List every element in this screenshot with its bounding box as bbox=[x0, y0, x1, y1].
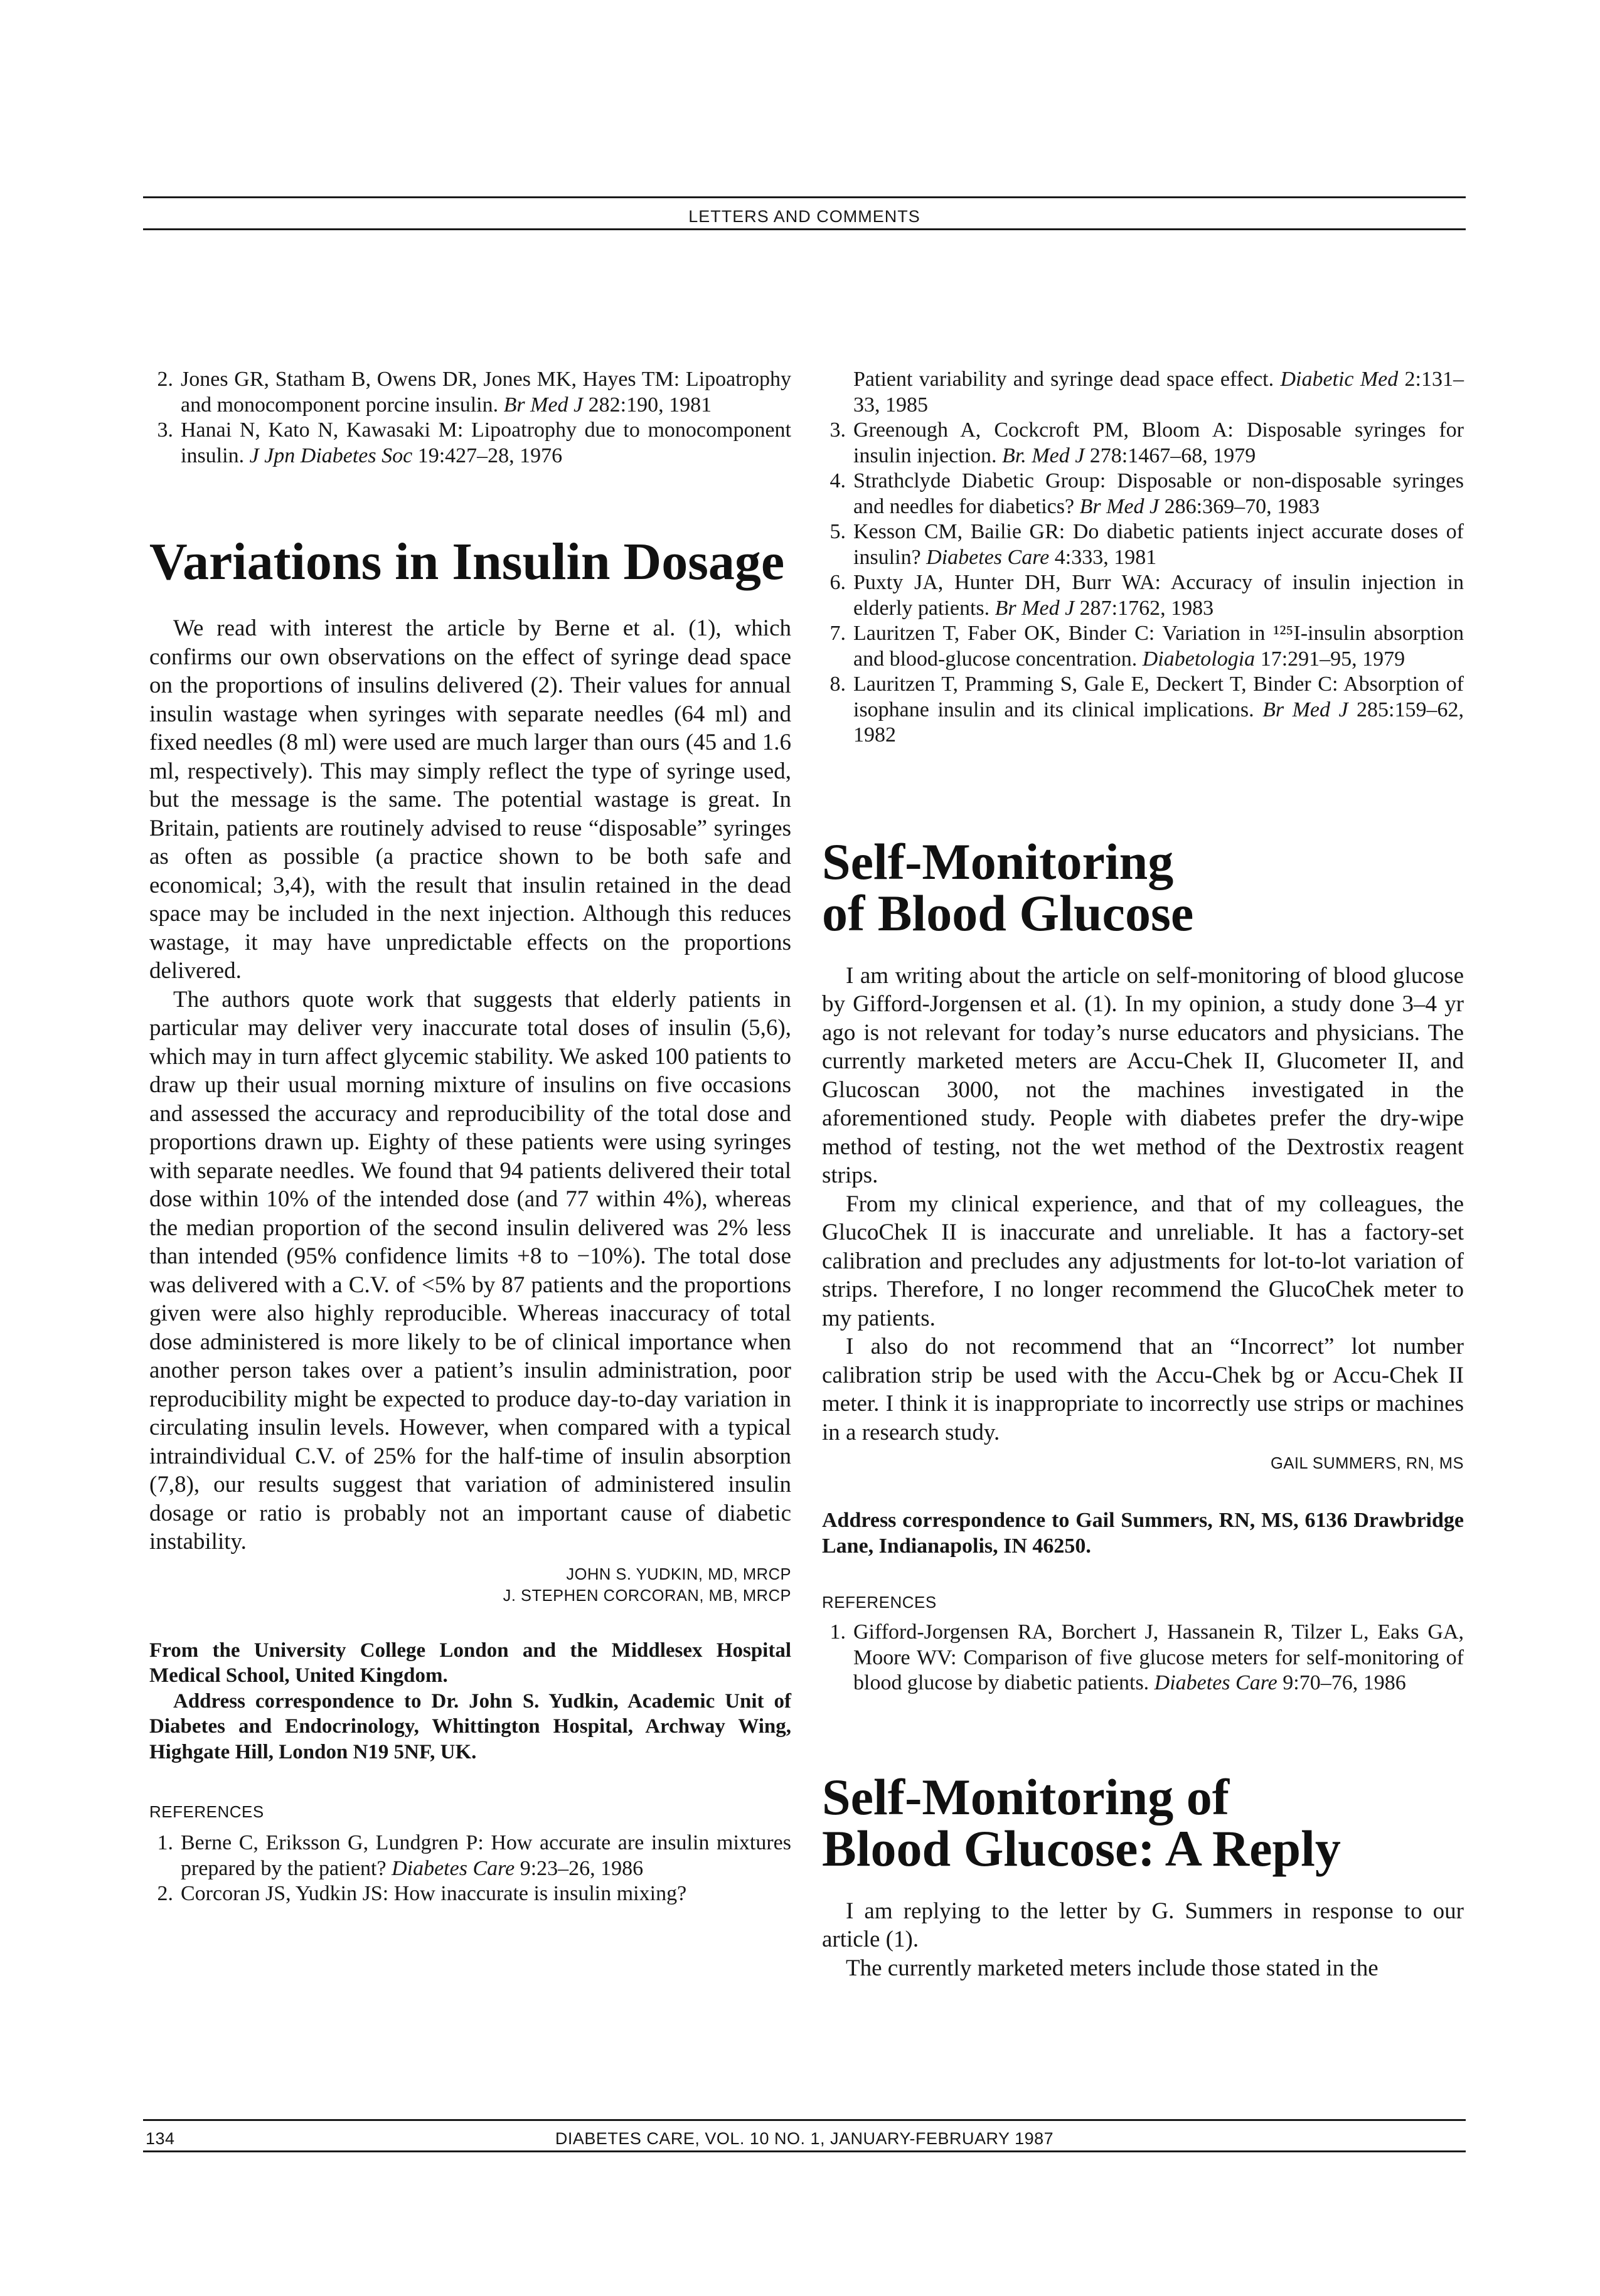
article-body bbox=[149, 614, 791, 1556]
body-paragraph: The currently marketed meters include those stated in the bbox=[846, 1955, 1379, 1981]
article-title: Variations in Insulin Dosage bbox=[149, 533, 785, 591]
author-signature: GAIL SUMMERS, RN, MS bbox=[1270, 1455, 1464, 1472]
article-title: Self-Monitoring of Blood Glucose bbox=[822, 832, 1194, 942]
header-rule-top bbox=[143, 196, 1466, 198]
body-paragraph: I am writing about the article on self-monitoring of blood glucose by Gifford-Jorgensen et al. (1). In my opinion, a study done 3–4 yr ago is not relevant for today’s nurse educators and physicians. The currently marketed meters are Accu-Chek II, Glucometer II, and Glucoscan 3000, not the machines investigated in the aforementioned study. People with diabetes prefer the dry-wipe method of testing, not the wet method of the Dextrostix reagent strips. bbox=[822, 962, 1464, 1188]
reference-item: 1. Gifford-Jorgensen RA, Borchert J, Hassanein R, Tilzer L, Eaks GA, Moore WV: Comparison of five glucose meters for self-monitoring of blood glucose by diabetic patients. Diabetes Care 9:70–76, 1986 bbox=[829, 1620, 1464, 1694]
footer-rule-bottom bbox=[143, 2150, 1466, 2152]
references-list bbox=[149, 1831, 791, 1906]
reference-item: 8. Lauritzen T, Pramming S, Gale E, Deckert T, Binder C: Absorption of isophane insulin and its clinical implications. Br Med J 285:159–62, 1982 bbox=[829, 672, 1464, 747]
footer-rule-top bbox=[143, 2119, 1466, 2121]
affiliation: From the University College London and the Middlesex Hospital Medical School, United Kingdom. bbox=[149, 1639, 791, 1687]
body-paragraph: From my clinical experience, and that of my colleagues, the GlucoChek II is inaccurate and unreliable. It has a factory-set calibration and precludes any adjustments for lot-to-lot variation of strips. Therefore, I no longer recommend the GlucoChek meter to my patients. bbox=[822, 1191, 1464, 1331]
reference-item: 1. Berne C, Eriksson G, Lundgren P: How accurate are insulin mixtures prepared by the patient? Diabetes Care 9:23–26, 1986 bbox=[157, 1831, 791, 1880]
references-heading: REFERENCES bbox=[149, 1802, 264, 1821]
body-paragraph: We read with interest the article by Berne et al. (1), which confirms our own observations on the effect of syringe dead space on the proportions of insulins delivered (2). Their values for annual insulin wastage when syringes with separate needles (64 ml) and fixed needles (8 ml) were used are much larger than ours (45 and 1.6 ml, respectively). This may simply reflect the type of syringe used, but the message is the same. The potential wastage is great. In Britain, patients are routinely advised to reuse “disposable” syringes as often as possible (a practice shown to be both safe and economical; 3,4), with the result that insulin retained in the dead space may be included in the next injection. Although this reduces wastage, it may have unpredictable effects on the proportions delivered. bbox=[149, 615, 791, 984]
journal-citation: DIABETES CARE, VOL. 10 NO. 1, JANUARY-FEBRUARY 1987 bbox=[555, 2129, 1054, 2148]
body-paragraph: The authors quote work that suggests that elderly patients in particular may deliver very inaccurate total doses of insulin (5,6), which may in turn affect glycemic stability. We asked 100 patients to draw up their usual morning mixture of insulins on five occasions and assessed the accuracy and reproducibility of the total dose and proportions drawn up. Eighty of these patients were using syringes with separate needles. We found that 94 patients delivered their total dose within 10% of the intended dose (and 77 within 4%), whereas the median proportion of the second insulin delivered was 2% less than intended (95% confidence limits +8 to −10%). The total dose was delivered with a C.V. of <5% by 87 patients and the proportions given were also highly reproducible. Whereas inaccuracy of total dose administered is more likely to be of clinical importance when another person takes over a patient’s insulin administration, poor reproducibility might be expected to produce day-to-day variation in circulating insulin levels. However, when compared with a typical intraindividual C.V. of 25% for the half-time of insulin absorption (7,8), our results suggest that variation of administered insulin dosage or ratio is probably not an important cause of diabetic instability. bbox=[149, 986, 791, 1555]
reference-item: 2. Jones GR, Statham B, Owens DR, Jones MK, Hayes TM: Lipoatrophy and monocomponent porcine insulin. Br Med J 282:190, 1981 bbox=[157, 368, 791, 417]
article-title: Self-Monitoring of Blood Glucose: A Reply bbox=[822, 1768, 1341, 1877]
article-body bbox=[822, 1897, 1464, 1983]
reference-item: 2. Corcoran JS, Yudkin JS: How inaccurate is insulin mixing? bbox=[157, 1882, 687, 1905]
left-column bbox=[149, 367, 791, 1906]
references-list bbox=[822, 1620, 1464, 1696]
reference-item: 4. Strathclyde Diabetic Group: Disposable or non-disposable syringes and needles for diabetics? Br Med J 286:369–70, 1983 bbox=[829, 469, 1464, 518]
correspondence-address: Address correspondence to Dr. John S. Yudkin, Academic Unit of Diabetes and Endocrinology, Whittington Hospital, Archway Wing, Highgate Hill, London N19 5NF, UK. bbox=[149, 1689, 791, 1763]
reference-item: 7. Lauritzen T, Faber OK, Binder C: Variation in ¹²⁵I-insulin absorption and blood-glucose concentration. Diabetologia 17:291–95, 1979 bbox=[829, 622, 1464, 671]
prior-references bbox=[149, 367, 791, 469]
author-signature: J. STEPHEN CORCORAN, MB, MRCP bbox=[503, 1586, 791, 1605]
references-continued bbox=[822, 367, 1464, 748]
signature-block bbox=[149, 1564, 791, 1607]
references-heading: REFERENCES bbox=[822, 1593, 937, 1612]
reference-item: 3. Greenough A, Cockcroft PM, Bloom A: Disposable syringes for insulin injection. Br. Med J 278:1467–68, 1979 bbox=[829, 418, 1464, 467]
reference-item: 3. Hanai N, Kato N, Kawasaki M: Lipoatrophy due to monocomponent insulin. J Jpn Diabetes Soc 19:427–28, 1976 bbox=[157, 418, 791, 467]
reference-item: 6. Puxty JA, Hunter DH, Burr WA: Accuracy of insulin injection in elderly patients. Br Med J 287:1762, 1983 bbox=[829, 571, 1464, 620]
page-number: 134 bbox=[146, 2129, 175, 2148]
section-header: LETTERS AND COMMENTS bbox=[688, 207, 920, 226]
reference-item-continued: Patient variability and syringe dead space effect. Diabetic Med 2:131–33, 1985 bbox=[853, 368, 1464, 417]
body-paragraph: I am replying to the letter by G. Summers in response to our article (1). bbox=[822, 1898, 1464, 1952]
body-paragraph: I also do not recommend that an “Incorrect” lot number calibration strip be used with the Accu-Chek bg or Accu-Chek II meter. I think it is inappropriate to incorrectly use strips or machines in a research study. bbox=[822, 1334, 1464, 1445]
correspondence-address: Address correspondence to Gail Summers, RN, MS, 6136 Drawbridge Lane, Indianapolis, IN 46250. bbox=[822, 1509, 1464, 1558]
article-body bbox=[822, 962, 1464, 1447]
author-signature: JOHN S. YUDKIN, MD, MRCP bbox=[566, 1565, 791, 1583]
right-column bbox=[822, 367, 1464, 1982]
header-rule-bottom bbox=[143, 228, 1466, 230]
reference-item: 5. Kesson CM, Bailie GR: Do diabetic patients inject accurate doses of insulin? Diabetes Care 4:333, 1981 bbox=[829, 520, 1464, 569]
